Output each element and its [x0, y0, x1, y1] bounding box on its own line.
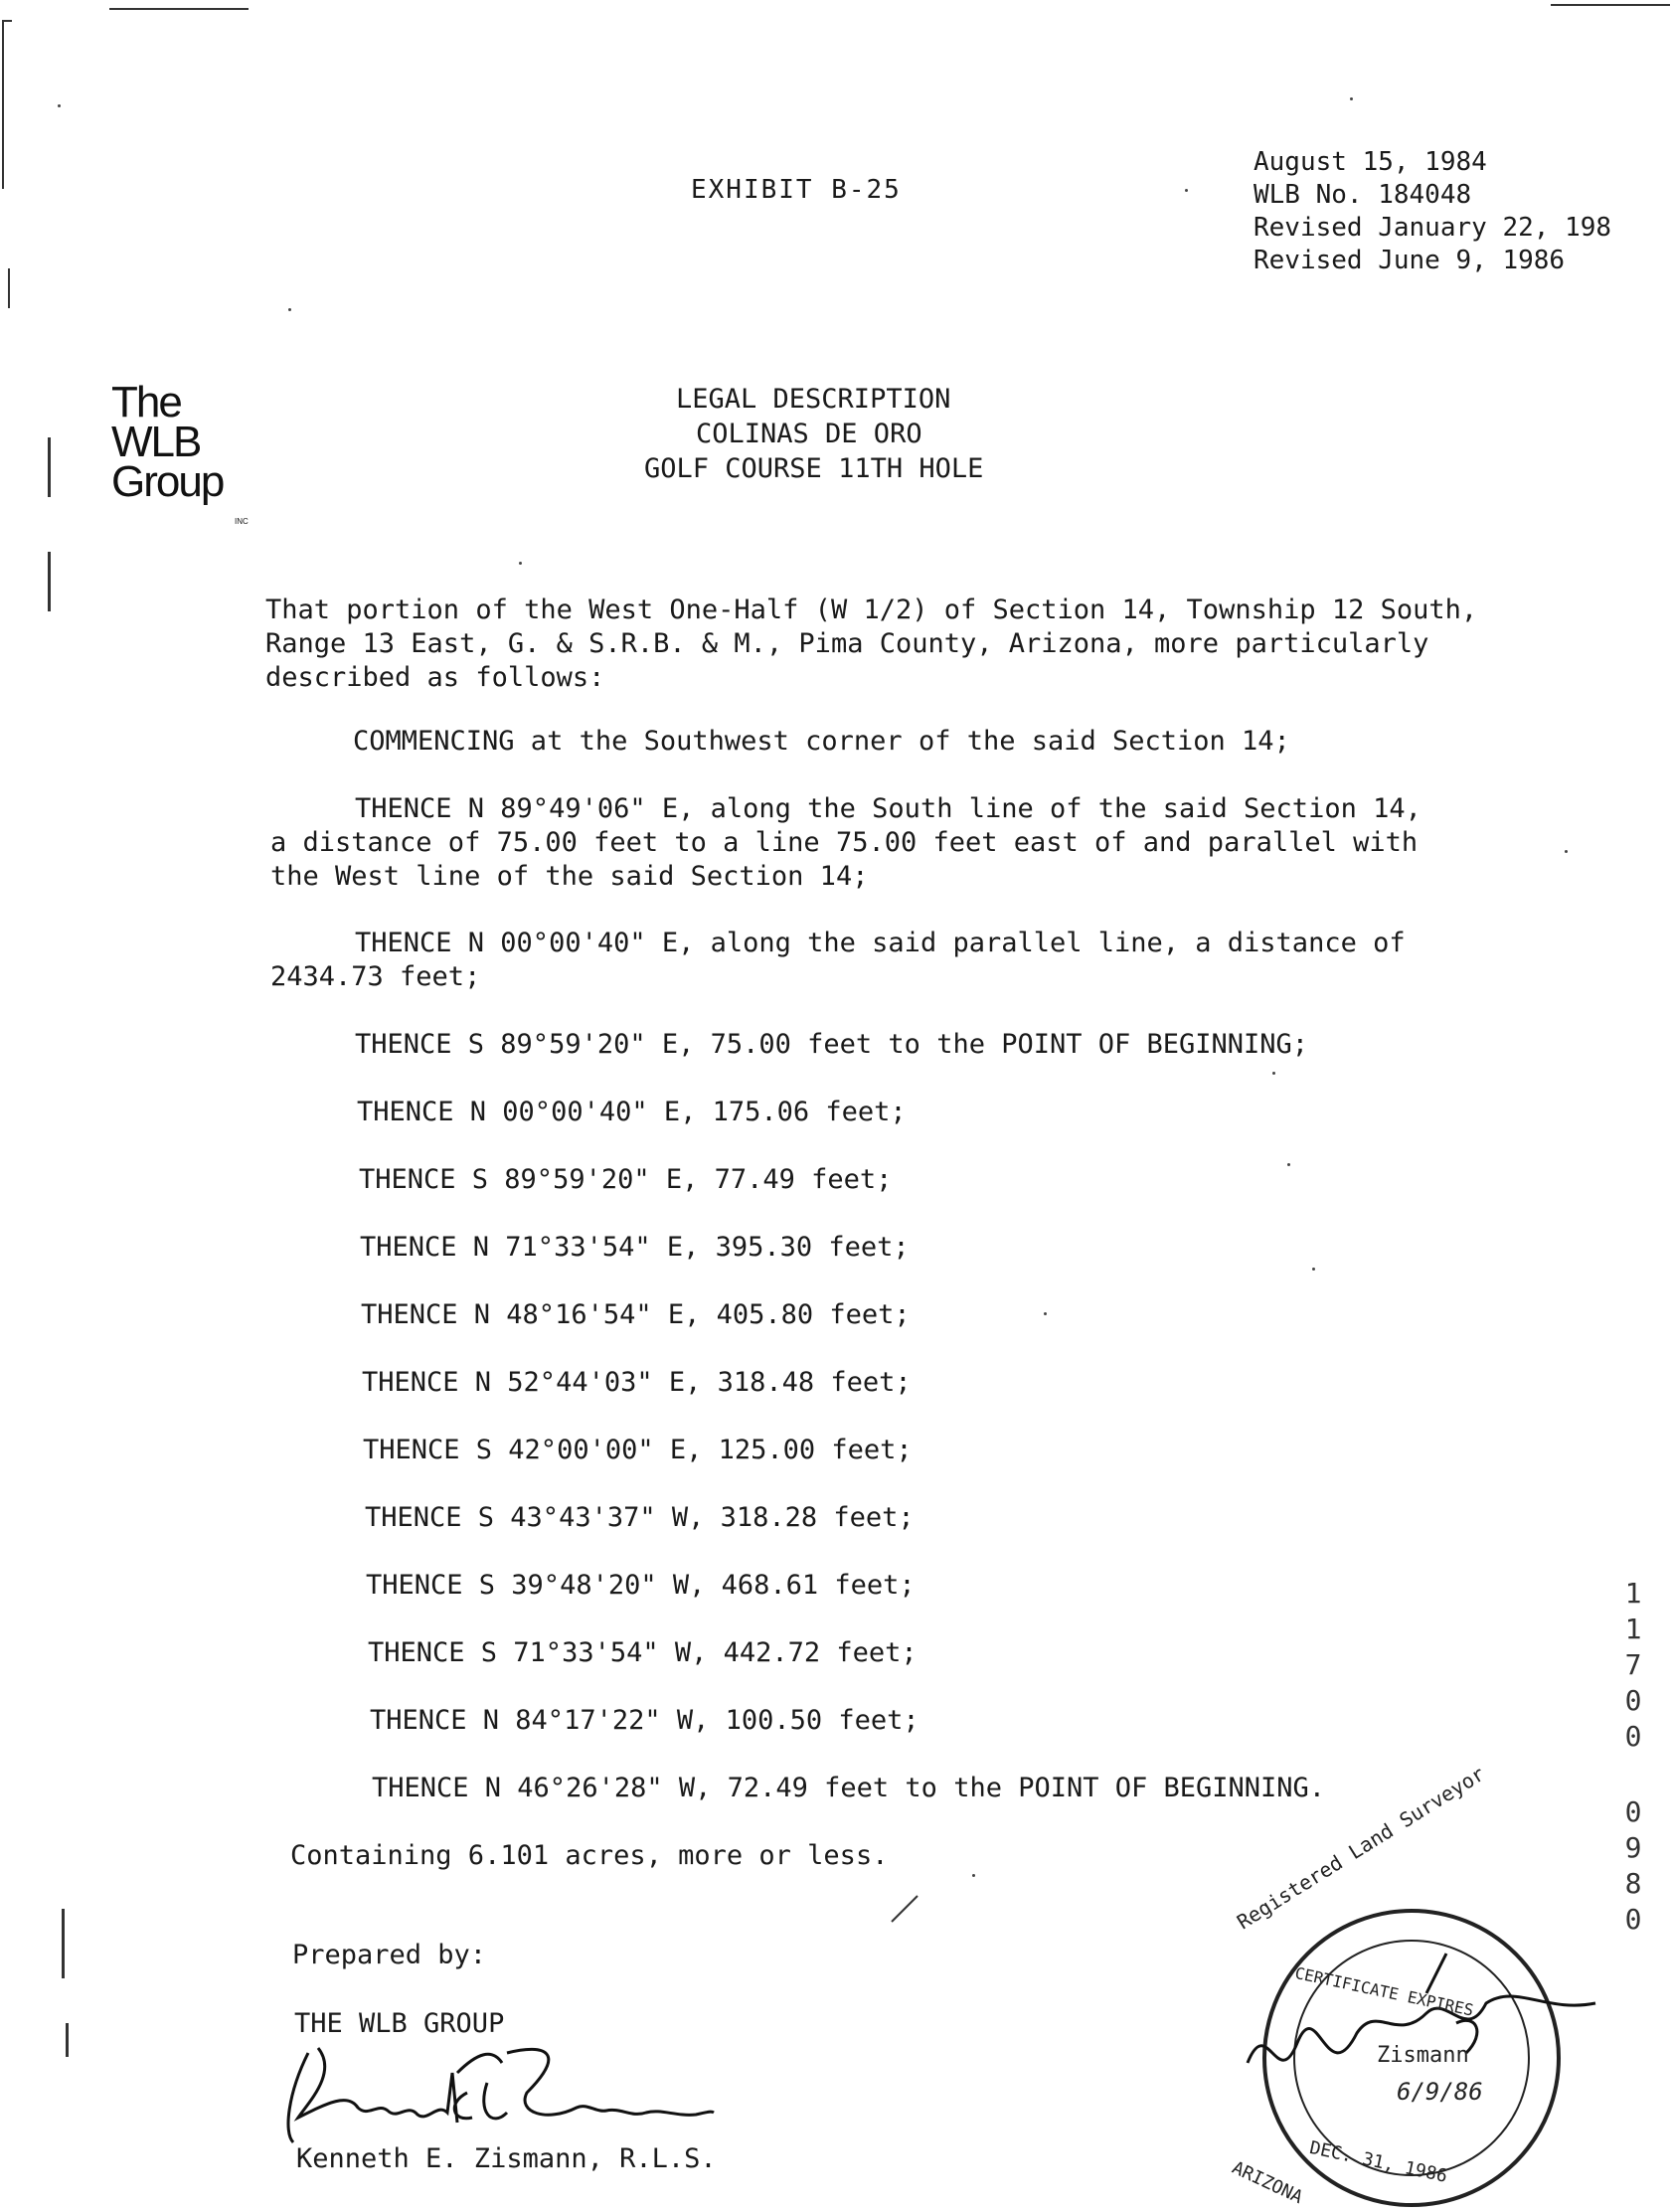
document-title: LEGAL DESCRIPTION [676, 384, 951, 415]
course-line: THENCE S 89°59'20" E, 77.49 feet; [359, 1164, 893, 1195]
wlb-group-logo [111, 378, 260, 526]
doc-number-digit: 0 [1624, 1795, 1642, 1828]
scan-speck [1044, 1312, 1047, 1315]
left-edge-mark [2, 20, 4, 189]
doc-number-digit: 9 [1624, 1831, 1642, 1864]
wlb-number: WLB No. 184048 [1253, 180, 1472, 210]
doc-number-digit: 1 [1624, 1613, 1642, 1645]
scan-speck [1287, 1163, 1290, 1166]
commencing-line: COMMENCING at the Southwest corner of the said Section 14; [353, 726, 1290, 757]
date-line: August 15, 1984 [1253, 147, 1487, 177]
acreage-line: Containing 6.101 acres, more or less. [290, 1840, 889, 1871]
seal-name: Zismann [1377, 2043, 1469, 2068]
seal-state: ARIZONA [1229, 2157, 1306, 2209]
revised-line: Revised January 22, 198 [1253, 213, 1612, 243]
scan-speck [972, 1874, 975, 1877]
course-line: THENCE N 48°16'54" E, 405.80 feet; [361, 1299, 911, 1330]
seal-middle-text: CERTIFICATE EXPIRES [1293, 1963, 1476, 2020]
scan-speck [519, 562, 522, 565]
doc-number-gap [1618, 1755, 1648, 1794]
seal-expiry-date: DEC. 31, 1986 [1307, 2137, 1449, 2187]
scan-speck [58, 104, 61, 107]
course-line: THENCE N 52°44'03" E, 318.48 feet; [362, 1367, 912, 1398]
seal-top-text: Registered Land Surveyor [1233, 1761, 1489, 1935]
scan-speck [1272, 1072, 1275, 1075]
thence-line: THENCE N 00°00'40" E, along the said parallel line, a distance of [355, 928, 1406, 958]
intro-line: That portion of the West One-Half (W 1/2) of Section 14, Township 12 South, [265, 595, 1478, 625]
thence-line: a distance of 75.00 feet to a line 75.00 feet east of and parallel with [270, 827, 1419, 858]
left-edge-mark [8, 268, 10, 308]
course-line: THENCE N 46°26'28" W, 72.49 feet to the POINT OF BEGINNING. [372, 1773, 1326, 1803]
course-line: THENCE N 00°00'40" E, 175.06 feet; [357, 1097, 907, 1127]
course-line: THENCE N 71°33'54" E, 395.30 feet; [360, 1232, 910, 1263]
course-line: THENCE S 42°00'00" E, 125.00 feet; [363, 1435, 913, 1465]
exhibit-label: EXHIBIT B-25 [691, 175, 902, 205]
doc-number-digit: 7 [1624, 1648, 1642, 1681]
intro-line: described as follows: [265, 662, 605, 693]
left-edge-mark [48, 552, 51, 611]
logo-line: The [111, 378, 181, 426]
scan-speck [1185, 189, 1188, 192]
doc-number-digit: 0 [1624, 1684, 1642, 1717]
logo-suffix: INC [235, 517, 249, 526]
doc-number-digit: 0 [1624, 1720, 1642, 1753]
thence-line: the West line of the said Section 14; [270, 861, 869, 892]
scan-speck [1350, 97, 1353, 100]
logo-line: WLB [111, 418, 201, 466]
top-rule-left [109, 8, 249, 10]
pen-mark [890, 1894, 919, 1924]
course-line: THENCE S 71°33'54" W, 442.72 feet; [368, 1637, 918, 1668]
doc-number-digit: 0 [1624, 1903, 1642, 1936]
intro-line: Range 13 East, G. & S.R.B. & M., Pima County, Arizona, more particularly [265, 628, 1429, 659]
left-edge-mark [66, 2023, 69, 2057]
course-line: THENCE S 89°59'20" E, 75.00 feet to the POINT OF BEGINNING; [355, 1029, 1309, 1060]
course-line: THENCE S 43°43'37" W, 318.28 feet; [365, 1502, 915, 1533]
doc-number-digit: 8 [1624, 1867, 1642, 1900]
document-subtitle: GOLF COURSE 11TH HOLE [644, 453, 984, 484]
top-rule-right [1551, 4, 1670, 6]
left-edge-mark [62, 1909, 65, 1978]
company-name: THE WLB GROUP [294, 2008, 505, 2039]
scan-speck [288, 308, 291, 311]
logo-line: Group [111, 457, 224, 506]
handwritten-signature [278, 2033, 716, 2152]
thence-line: 2434.73 feet; [270, 961, 481, 992]
vertical-document-number [1618, 1576, 1648, 1938]
scan-speck [1565, 850, 1568, 853]
revised-line: Revised June 9, 1986 [1253, 246, 1566, 275]
thence-line: THENCE N 89°49'06" E, along the South line of the said Section 14, [355, 793, 1421, 824]
prepared-by-label: Prepared by: [292, 1940, 487, 1970]
seal-signing-date: 6/9/86 [1397, 2078, 1483, 2106]
document-subtitle: COLINAS DE ORO [696, 419, 922, 449]
course-line: THENCE S 39°48'20" W, 468.61 feet; [366, 1570, 916, 1601]
doc-number-digit: 1 [1624, 1577, 1642, 1610]
signer-name: Kenneth E. Zismann, R.L.S. [296, 2143, 717, 2174]
left-edge-mark [2, 20, 12, 22]
scan-speck [1312, 1268, 1315, 1271]
left-edge-mark [48, 437, 51, 497]
course-line: THENCE N 84°17'22" W, 100.50 feet; [370, 1705, 919, 1736]
